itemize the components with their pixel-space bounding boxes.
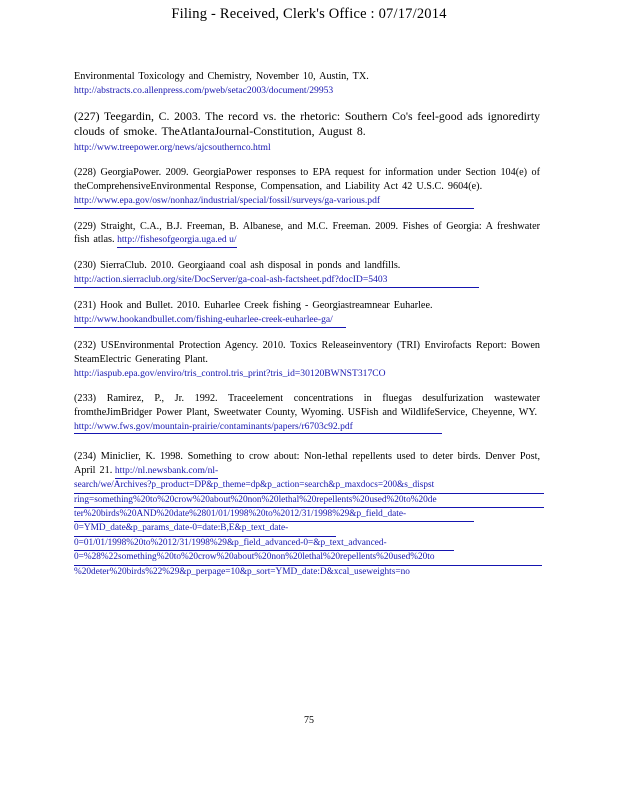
url-line[interactable]: %20deter%20birds%22%29&p_perpage=10&p_sort=YMD_date:D&xcal_useweights=no xyxy=(74,566,410,577)
reference-text: Environmental Toxicology and Chemistry, November 10, Austin, TX. xyxy=(74,71,369,82)
page-number: 75 xyxy=(304,715,314,726)
reference-link[interactable]: http://nl.newsbank.com/nl- xyxy=(115,464,218,479)
reference-entry xyxy=(74,70,540,98)
reference-link[interactable]: http://iaspub.epa.gov/enviro/tris_control.tris_print?tris_id=30120BWNST317CO xyxy=(74,367,386,379)
url-line[interactable]: 0=01/01/1998%20to%2012/31/1998%29&p_field_advanced-0=&p_text_advanced- xyxy=(74,537,454,551)
reference-link[interactable]: http://www.treepower.org/news/ajcsouthernco.html xyxy=(74,141,271,153)
reference-entry xyxy=(74,259,540,288)
filing-header: Filing - Received, Clerk's Office : 07/17/2014 xyxy=(171,6,447,22)
reference-link[interactable]: http://fishesofgeorgia.uga.ed u/ xyxy=(117,233,236,248)
reference-link[interactable]: http://action.sierraclub.org/site/DocServer/ga-coal-ash-factsheet.pdf?docID=5403 xyxy=(74,273,479,288)
reference-link[interactable]: http://www.fws.gov/mountain-prairie/contaminants/papers/r6703c92.pdf xyxy=(74,420,442,435)
reference-text: (234) Miniclier, K. 1998. Something to crow about: Non-lethal repellents used to deter birds. Denver Post, April 21. xyxy=(74,451,540,477)
reference-text: (229) Straight, C.A., B.J. Freeman, B. Albanese, and M.C. Freeman. 2009. Fishes of Georgia: A freshwater fish atlas. xyxy=(74,220,540,246)
reference-link[interactable]: http://abstracts.co.allenpress.com/pweb/setac2003/document/29953 xyxy=(74,84,334,96)
reference-entry xyxy=(74,339,540,381)
reference-text: (232) USEnvironmental Protection Agency. 2010. Toxics Releaseinventory (TRI) Envirofacts Report: Bowen SteamElectric Generating Plant. xyxy=(74,339,540,365)
reference-entry xyxy=(74,220,540,249)
reference-text: (233) Ramirez, P., Jr. 1992. Traceelement concentrations in fluegas desulfurization wastewater fromtheJimBridger Power Plant, Sweetwater County, Wyoming. USFish and WildlifeService, Cheyenne, WY. xyxy=(74,392,540,418)
reference-list xyxy=(74,70,540,590)
reference-link[interactable]: http://www.hookandbullet.com/fishing-euharlee-creek-euharlee-ga/ xyxy=(74,313,346,328)
reference-entry xyxy=(74,392,540,435)
reference-entry xyxy=(74,166,540,209)
reference-entry xyxy=(74,450,540,579)
reference-text: (228) GeorgiaPower. 2009. GeorgiaPower responses to EPA request for information under Section 104(e) of theComprehensiveEnvironmental Response, Compensation, and Liability Act 42 U.S.C. 9604(e). xyxy=(74,166,540,192)
url-line[interactable]: search/we/Archives?p_product=DP&p_theme=dp&p_action=search&p_maxdocs=200&s_dispst xyxy=(74,479,544,493)
url-line[interactable]: ring=something%20to%20crow%20about%20non%20lethal%20repellents%20used%20to%20de xyxy=(74,494,544,508)
reference-entry xyxy=(74,109,540,155)
reference-entry xyxy=(74,299,540,328)
url-line[interactable]: 0=YMD_date&p_params_date-0=date:B,E&p_text_date- xyxy=(74,522,336,536)
reference-text: (227) Teegardin, C. 2003. The record vs. the rhetoric: Southern Co's feel-good ads ignoredirty clouds of smoke. TheAtlantaJournal-Constitution, August 8. xyxy=(74,108,540,138)
url-line[interactable]: ter%20birds%20AND%20date%2801/01/1998%20to%2012/31/1998%29&p_field_date- xyxy=(74,508,474,522)
reference-text: (230) SierraClub. 2010. Georgiaand coal ash disposal in ponds and landfills. xyxy=(74,260,401,272)
reference-text: (231) Hook and Bullet. 2010. Euharlee Creek fishing - Georgiastreamnear Euharlee. xyxy=(74,300,433,312)
reference-link[interactable]: http://www.epa.gov/osw/nonhaz/industrial/special/fossil/surveys/ga-various.pdf xyxy=(74,194,474,209)
url-line[interactable]: 0=%28%22something%20to%20crow%20about%20non%20lethal%20repellents%20used%20to xyxy=(74,551,542,565)
